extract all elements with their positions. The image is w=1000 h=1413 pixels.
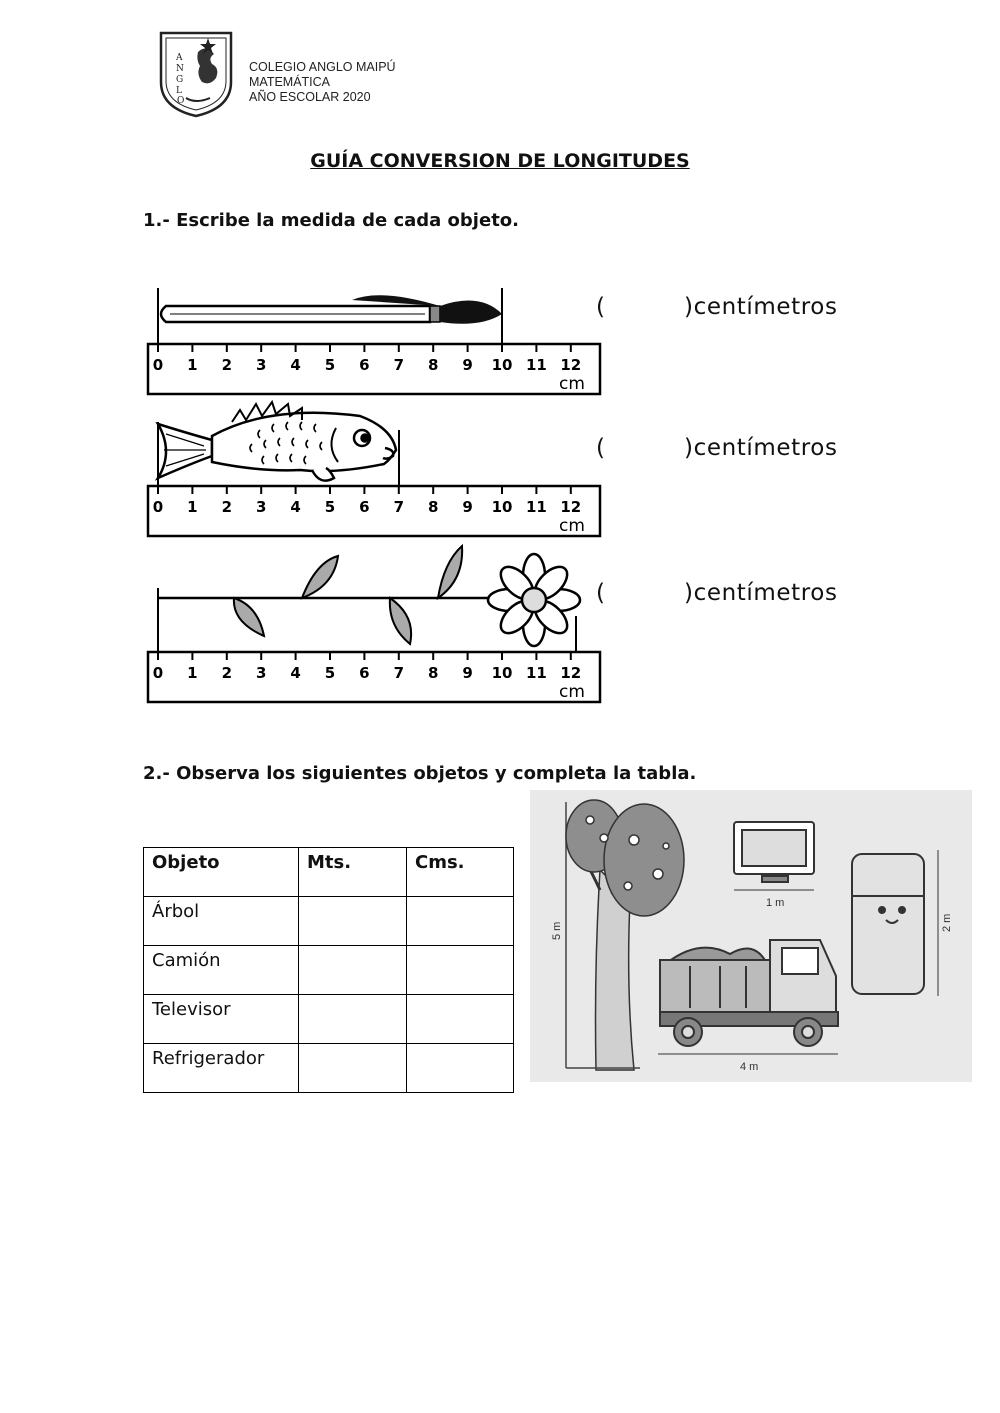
crest-letters: A	[176, 53, 183, 63]
flower-leaves	[234, 546, 462, 644]
table-row	[144, 946, 514, 995]
ruler-tick-label: 2	[221, 664, 233, 682]
ruler-2	[148, 486, 600, 536]
row-object-label: Árbol	[144, 897, 299, 946]
ruler-tick-label: 5	[324, 498, 336, 516]
measures-table	[143, 847, 514, 1093]
svg-text:O: O	[177, 96, 185, 106]
ruler-1	[148, 344, 600, 394]
ruler-tick-label: 5	[324, 664, 336, 682]
cell-mts[interactable]	[299, 897, 407, 946]
page-title: GUÍA CONVERSION DE LONGITUDES	[310, 150, 690, 172]
ruler-tick-label: 0	[152, 664, 164, 682]
ruler-3	[148, 652, 600, 702]
ruler-tick-label: 7	[393, 498, 405, 516]
ruler-tick-label: 1	[187, 356, 198, 374]
cell-cms[interactable]	[407, 946, 514, 995]
header-objeto: Objeto	[144, 848, 299, 897]
table-header-row	[144, 848, 514, 897]
school-info	[249, 60, 396, 105]
pencil-tip	[440, 301, 502, 324]
table-row	[144, 995, 514, 1044]
ruler-tick-label: 12	[560, 664, 582, 682]
subject-name: MATEMÁTICA	[249, 75, 331, 89]
ruler-tick-label: 11	[525, 356, 547, 374]
tree-label: 5 m	[551, 921, 563, 940]
ruler-tick-label: 3	[255, 498, 267, 516]
ruler-tick-label: 10	[491, 356, 513, 374]
ruler-tick-label: 4	[290, 356, 301, 374]
ruler-tick-label: 8	[427, 498, 439, 516]
header-cms: Cms.	[407, 848, 514, 897]
ruler-tick-label: 8	[427, 664, 439, 682]
ruler-tick-label: 9	[462, 498, 473, 516]
ruler-tick-label: 6	[359, 498, 370, 516]
ruler-tick-label: 3	[255, 664, 267, 682]
tv-label: 1 m	[766, 897, 785, 909]
answer-blank-pencil: ( )centímetros	[596, 294, 838, 320]
cell-mts[interactable]	[299, 995, 407, 1044]
flower-head	[488, 554, 580, 646]
row-object-label: Refrigerador	[144, 1044, 299, 1093]
ruler-tick-label: 11	[525, 664, 547, 682]
cell-mts[interactable]	[299, 946, 407, 995]
ruler-tick-label: 2	[221, 498, 233, 516]
ruler-tick-label: 0	[152, 498, 164, 516]
ruler-tick-label: 9	[462, 356, 473, 374]
ruler-tick-label: 4	[290, 664, 301, 682]
ruler-tick-label: 8	[427, 356, 439, 374]
header-mts: Mts.	[299, 848, 407, 897]
fridge-label: 2 m	[941, 913, 953, 932]
flower-ruler-exercise	[140, 540, 610, 704]
fish-drawing	[158, 402, 396, 481]
ruler-tick-label: 4	[290, 498, 301, 516]
cell-cms[interactable]	[407, 897, 514, 946]
ruler-tick-label: 7	[393, 356, 405, 374]
ruler-tick-label: 1	[187, 664, 198, 682]
ruler-tick-label: 10	[491, 498, 513, 516]
cell-cms[interactable]	[407, 1044, 514, 1093]
ruler-unit-label: cm	[559, 682, 585, 702]
pencil-ruler-exercise	[140, 280, 610, 400]
question-1: 1.- Escribe la medida de cada objeto.	[143, 210, 519, 231]
answer-blank-fish: ( )centímetros	[596, 435, 838, 461]
ruler-tick-label: 7	[393, 664, 405, 682]
row-object-label: Camión	[144, 946, 299, 995]
ruler-tick-label: 12	[560, 498, 582, 516]
ruler-tick-label: 6	[359, 664, 370, 682]
school-name: COLEGIO ANGLO MAIPÚ	[249, 60, 396, 74]
svg-text:G: G	[176, 75, 184, 85]
ruler-unit-label: cm	[559, 516, 585, 536]
cell-mts[interactable]	[299, 1044, 407, 1093]
row-object-label: Televisor	[144, 995, 299, 1044]
ruler-tick-label: 1	[187, 498, 198, 516]
ruler-tick-label: 3	[255, 356, 267, 374]
ruler-tick-label: 0	[152, 356, 164, 374]
ruler-tick-label: 10	[491, 664, 513, 682]
ruler-tick-label: 2	[221, 356, 233, 374]
ruler-tick-label: 11	[525, 498, 547, 516]
ruler-tick-label: 9	[462, 664, 473, 682]
ruler-tick-label: 6	[359, 356, 370, 374]
cell-cms[interactable]	[407, 995, 514, 1044]
table-row	[144, 1044, 514, 1093]
question-2: 2.- Observa los siguientes objetos y completa la tabla.	[143, 763, 697, 784]
truck-label: 4 m	[740, 1061, 759, 1073]
ruler-tick-label: 5	[324, 356, 336, 374]
objects-illustration	[530, 790, 972, 1082]
school-crest-logo	[158, 30, 234, 118]
svg-text:L: L	[176, 86, 182, 96]
svg-text:N: N	[176, 64, 184, 74]
ruler-tick-label: 12	[560, 356, 582, 374]
fish-ruler-exercise	[140, 394, 610, 540]
answer-blank-flower: ( )centímetros	[596, 580, 838, 606]
table-row	[144, 897, 514, 946]
school-year: AÑO ESCOLAR 2020	[249, 90, 371, 104]
ruler-unit-label: cm	[559, 374, 585, 394]
